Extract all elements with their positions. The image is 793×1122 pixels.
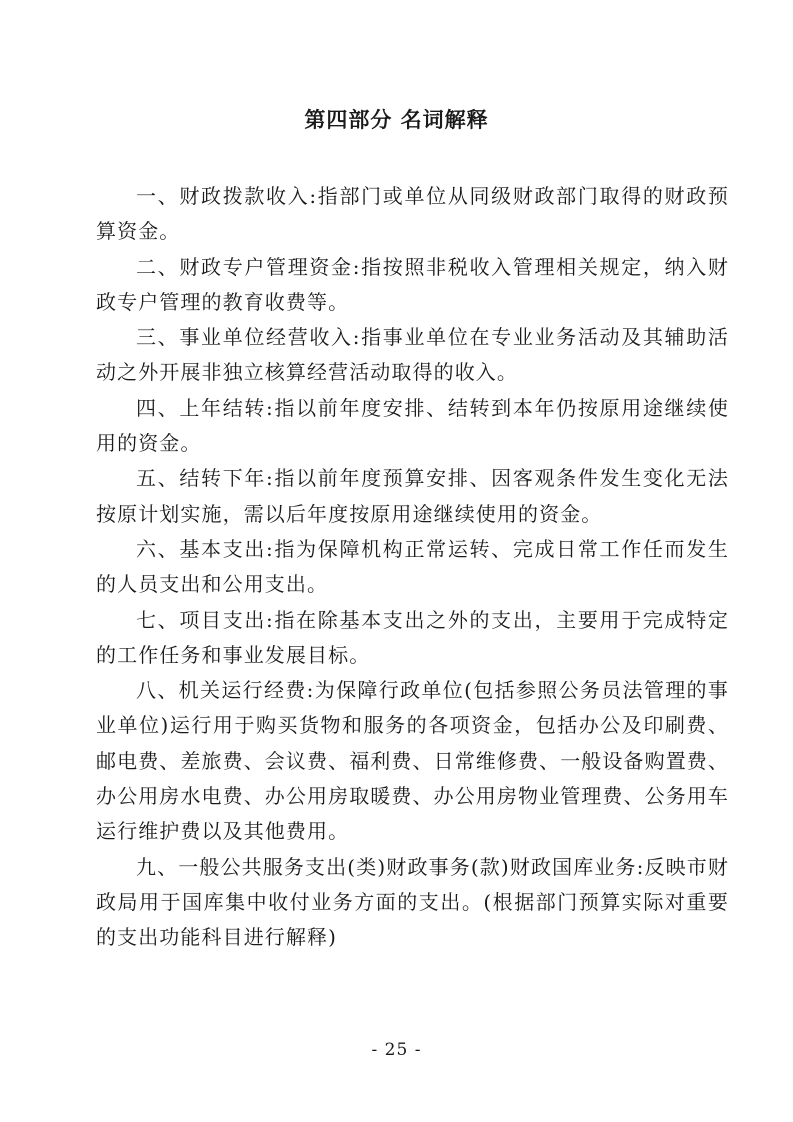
paragraph-6: 六、基本支出:指为保障机构正常运转、完成日常工作任而发生的人员支出和公用支出。 [96, 536, 729, 597]
document-body [96, 179, 729, 956]
paragraph-1: 一、财政拨款收入:指部门或单位从同级财政部门取得的财政预算资金。 [96, 184, 729, 244]
paragraph-2: 二、财政专户管理资金:指按照非税收入管理相关规定，纳入财政专户管理的教育收费等。 [96, 254, 729, 314]
page-title: 第四部分 名词解释 [304, 108, 489, 132]
paragraph-9: 九、一般公共服务支出(类)财政事务(款)财政国库业务:反映市财政局用于国库集中收付业务方面的支出。(根据部门预算实际对重要的支出功能科目进行解释) [96, 854, 729, 950]
paragraph-3: 三、事业单位经营收入:指事业单位在专业业务活动及其辅助活动之外开展非独立核算经营活动取得的收入。 [96, 325, 729, 385]
paragraph-8: 八、机关运行经费:为保障行政单位(包括参照公务员法管理的事业单位)运行用于购买货物和服务的各项资金，包括办公及印刷费、邮电费、差旅费、会议费、福利费、日常维修费、一般设备购置费、办公用房水电费、办公用房取暖费、办公用房物业管理费、公务用车运行维护费以及其他费用。 [96, 678, 729, 844]
paragraph-7: 七、项目支出:指在除基本支出之外的支出，主要用于完成特定的工作任务和事业发展目标。 [96, 607, 729, 667]
page-number: - 25 - [371, 1040, 422, 1060]
paragraph-5: 五、结转下年:指以前年度预算安排、因客观条件发生变化无法按原计划实施，需以后年度按原用途继续使用的资金。 [96, 466, 729, 526]
paragraph-4: 四、上年结转:指以前年度安排、结转到本年仍按原用途继续使用的资金。 [96, 395, 729, 456]
